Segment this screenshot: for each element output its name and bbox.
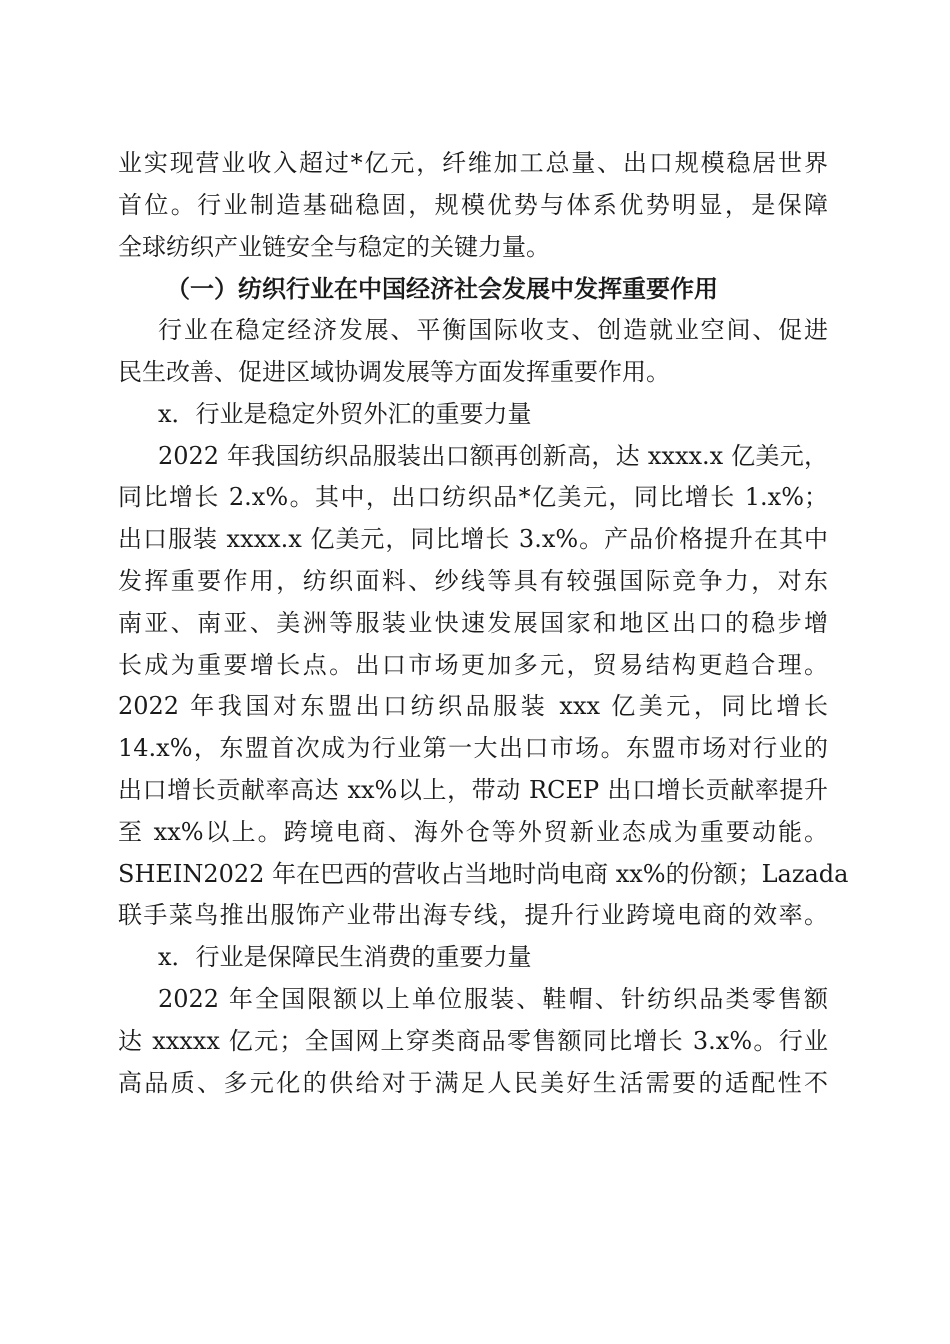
text-line: SHEIN2022 年在巴西的营收占当地时尚电商 xx%的份额；Lazada [118,859,849,888]
text-line: 达 xxxxx 亿元；全国网上穿类商品零售额同比增长 3.x%。行业 [118,1026,828,1055]
text-line: 2022 年我国对东盟出口纺织品服装 xxx 亿美元，同比增长 [118,692,828,721]
document-body [118,143,849,1104]
text-line: 出口增长贡献率高达 xx%以上，带动 RCEP 出口增长贡献率提升 [118,775,828,804]
paragraph-first-line: 2022 年我国纺织品服装出口额再创新高，达 xxxx.x 亿美元， [158,441,828,470]
text-line: 14.x%，东盟首次成为行业第一大出口市场。东盟市场对行业的 [118,734,828,763]
text-line: 高品质、多元化的供给对于满足人民美好生活需要的适配性不 [118,1068,828,1097]
text-line: 发挥重要作用，纺织面料、纱线等具有较强国际竞争力，对东 [118,566,828,595]
text-line: 长成为重要增长点。出口市场更加多元，贸易结构更趋合理。 [118,650,828,679]
text-line: 业实现营业收入超过*亿元，纤维加工总量、出口规模稳居世界 [118,149,828,177]
text-line: 首位。行业制造基础稳固，规模优势与体系优势明显，是保障 [118,190,828,219]
text-line: 至 xx%以上。跨境电商、海外仓等外贸新业态成为重要动能。 [118,817,828,846]
text-line: 同比增长 2.x%。其中，出口纺织品*亿美元，同比增长 1.x%； [118,483,828,512]
text-line: 出口服装 xxxx.x 亿美元，同比增长 3.x%。产品价格提升在其中 [118,525,828,554]
paragraph-first-line: 行业在稳定经济发展、平衡国际收支、创造就业空间、促进 [158,316,828,345]
text-line: 联手菜鸟推出服饰产业带出海专线，提升行业跨境电商的效率。 [118,901,828,930]
section-heading: （一）纺织行业在中国经济社会发展中发挥重要作用 [166,274,718,304]
text-line: 全球纺织产业链安全与稳定的关键力量。 [118,232,550,261]
text-line: 南亚、南亚、美洲等服装业快速发展国家和地区出口的稳步增 [118,608,828,637]
text-line: 民生改善、促进区域协调发展等方面发挥重要作用。 [118,357,670,386]
paragraph-first-line: 2022 年全国限额以上单位服装、鞋帽、针纺织品类零售额 [158,984,828,1013]
subsection-title: x．行业是稳定外贸外汇的重要力量 [158,399,532,428]
subsection-title: x．行业是保障民生消费的重要力量 [158,943,532,972]
